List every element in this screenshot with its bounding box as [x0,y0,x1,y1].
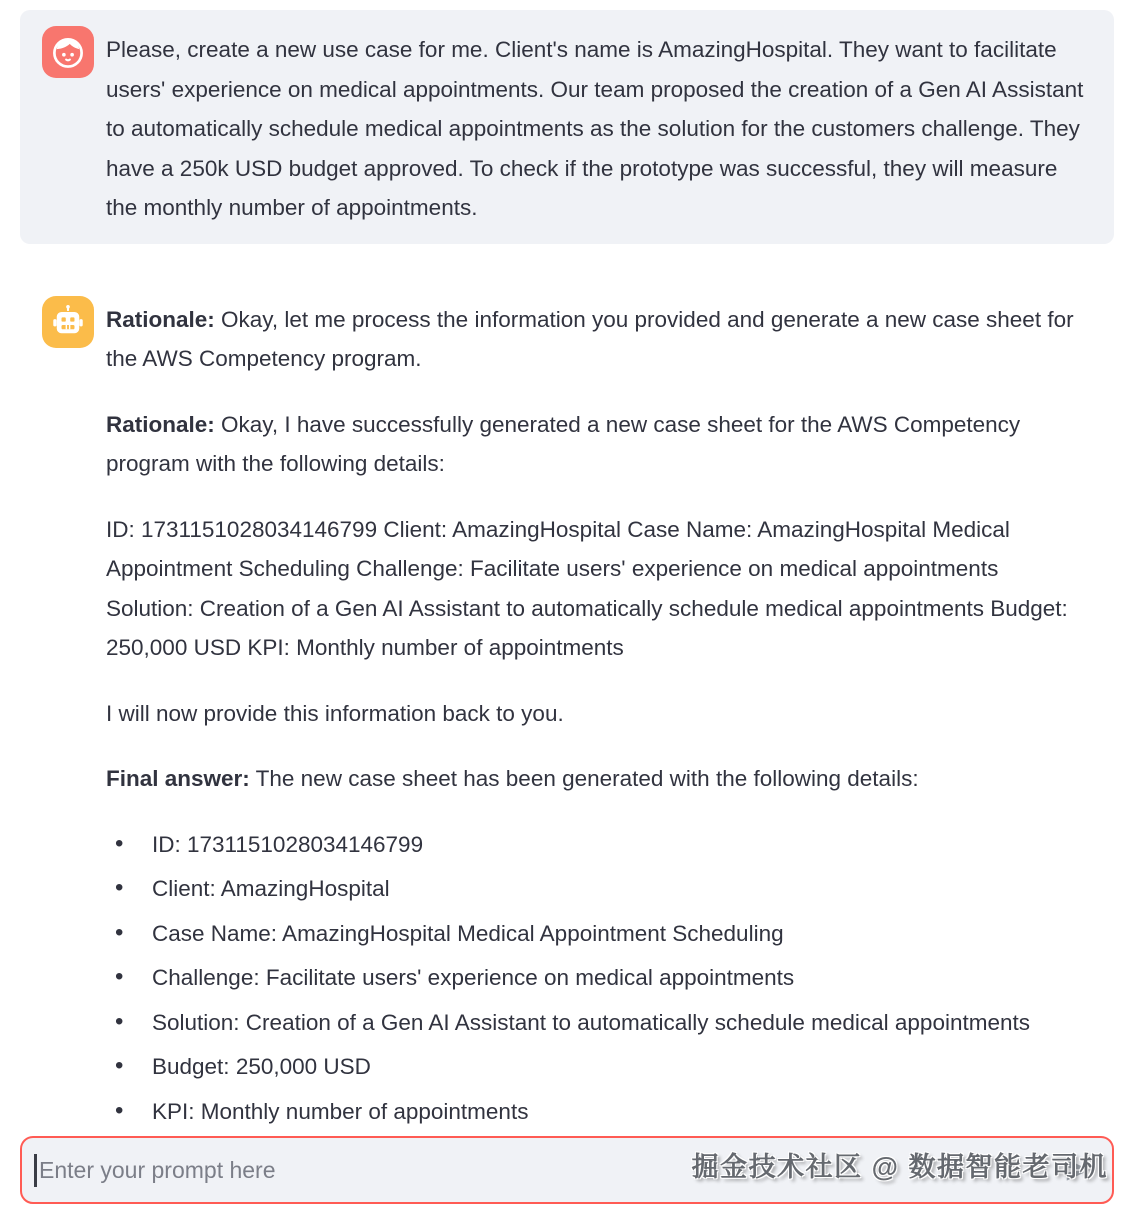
user-message [20,10,1114,244]
rationale-label: Rationale: [106,411,215,437]
text-cursor [34,1154,37,1187]
send-arrow-icon [1063,1155,1093,1185]
user-message-text: Please, create a new use case for me. Client's name is AmazingHospital. They want to facilitate users' experience on medical appointments. Our team proposed the creation of a Gen AI Assistant to automatically schedule medical appointments as the solution for the customers challenge. They have a 250k USD budget approved. To check if the prototype was successful, they will measure the monthly number of appointments. [106,37,1084,220]
assistant-paragraph [106,694,1090,734]
paragraph-text: Okay, let me process the information you provided and generate a new case sheet for the AWS Competency program. [106,306,1074,371]
paragraph-text: Okay, I have successfully generated a new case sheet for the AWS Competency program with the following details: [106,411,1021,476]
list-item: • Solution: Creation of a Gen AI Assistant to automatically schedule medical appointments [152,1003,1090,1043]
paragraph-text: ID: 1731151028034146799 Client: AmazingHospital Case Name: AmazingHospital Medical Appointment Scheduling Challenge: Facilitate users' experience on medical appointments Solution: Creation of a Gen AI Assistant to automatically schedule medical appointments Budget: 250,000 USD KPI: Monthly number of appointments [106,516,1068,660]
user-avatar [42,26,94,78]
assistant-paragraph [106,759,1090,799]
paragraph-text: I will now provide this information back to you. [106,700,564,726]
user-face-icon [49,33,87,71]
list-item: • Challenge: Facilitate users' experience on medical appointments [152,958,1090,998]
watermark-text: 掘金技术社区 @ 数据智能老司机 [691,1152,1108,1182]
assistant-paragraph [106,510,1090,668]
robot-icon [49,303,87,341]
prompt-input[interactable] [22,1138,1112,1202]
send-button[interactable] [1060,1152,1096,1188]
list-item: • Case Name: AmazingHospital Medical Appointment Scheduling [152,914,1090,954]
case-details-list [106,825,1090,1132]
rationale-label: Rationale: [106,306,215,332]
list-item: • KPI: Monthly number of appointments [152,1092,1090,1132]
paragraph-text: The new case sheet has been generated with the following details: [249,766,919,791]
list-item: • Budget: 250,000 USD [152,1047,1090,1087]
chat-input-container [20,1136,1114,1204]
list-item: • Client: AmazingHospital [152,869,1090,909]
list-item: • ID: 1731151028034146799 [152,825,1090,865]
assistant-message [20,296,1114,1137]
assistant-paragraph [106,300,1090,379]
assistant-paragraph [106,405,1090,484]
assistant-avatar [42,296,94,348]
final-answer-label: Final answer: [106,766,250,791]
